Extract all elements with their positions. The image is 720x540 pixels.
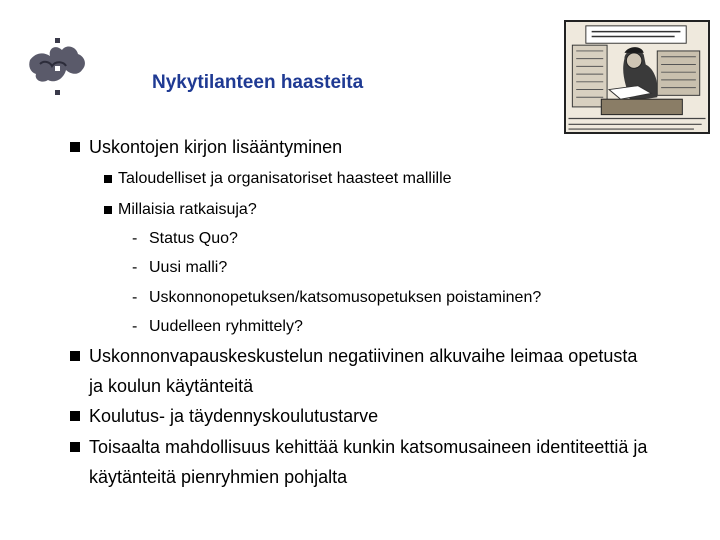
bullet-text: Koulutus- ja täydennyskoulutustarve: [89, 406, 379, 426]
square-bullet-icon: [104, 206, 112, 214]
dash-marker: -: [132, 289, 138, 306]
slide-title: Nykytilanteen haasteita: [152, 72, 364, 93]
square-bullet-icon: [70, 351, 80, 361]
square-bullet-icon: [70, 411, 80, 421]
dash-marker: -: [132, 259, 138, 276]
dash-marker: -: [132, 318, 138, 335]
dash-marker: -: [132, 230, 138, 247]
woodcut-illustration: [564, 20, 710, 134]
square-bullet-icon: [70, 442, 80, 452]
bullet-continuation: ja koulun käytänteitä: [89, 376, 254, 396]
square-bullet-icon: [104, 175, 112, 183]
bullet-text: Uskonnonvapauskeskustelun negatiivinen alkuvaihe leimaa opetusta: [89, 346, 638, 366]
square-bullet-icon: [70, 142, 80, 152]
dash-text: Status Quo?: [149, 230, 238, 247]
dash-text: Uskonnonopetuksen/katsomusopetuksen poistaminen?: [149, 289, 542, 306]
bullet-text: Uskontojen kirjon lisääntyminen: [89, 137, 343, 157]
sub-bullet-text: Millaisia ratkaisuja?: [118, 201, 257, 218]
bullet-continuation: käytänteitä pienryhmien pohjalta: [89, 467, 348, 487]
dash-text: Uudelleen ryhmittely?: [149, 318, 303, 335]
dash-text: Uusi malli?: [149, 259, 228, 276]
sub-bullet-text: Taloudelliset ja organisatoriset haasteet mallille: [118, 170, 452, 187]
bullet-text: Toisaalta mahdollisuus kehittää kunkin katsomusaineen identiteettiä ja: [89, 437, 648, 457]
university-logo: [22, 30, 94, 100]
